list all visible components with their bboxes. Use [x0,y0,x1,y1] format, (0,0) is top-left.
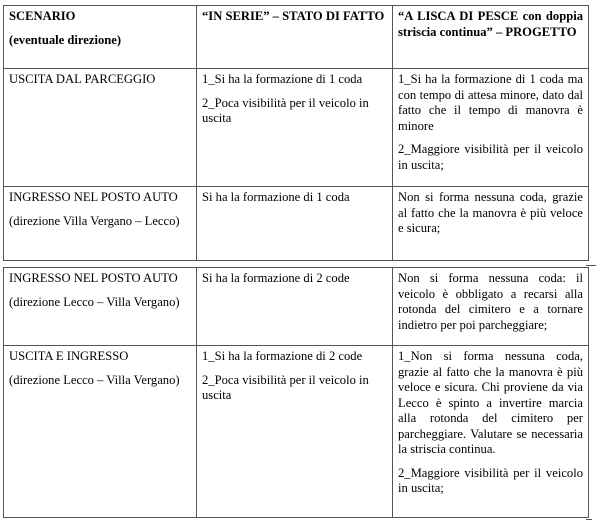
lisca-point: 1_Non si forma nessuna coda, grazie al fatto che la manovra è più veloce e sicura. Chi proviene da via Lecco è spinto a invertire marcia alla rotonda del cimitero per parcheggiare. Valutare se necessaria la striscia continua. [398,349,583,456]
table-row [4,69,589,187]
lisca-point: 2_Maggiore visibilità per il veicolo in uscita; [398,142,583,172]
scenario-label: INGRESSO NEL POSTO AUTO [9,190,178,204]
in-serie-point: 2_Poca visibilità per il veicolo in uscita [202,95,369,125]
table-row [4,187,589,261]
in-serie-point: 2_Poca visibilità per il veicolo in uscita [202,372,369,402]
header-lisca: “A LISCA DI PESCE con doppia striscia continua” – PROGETTO [393,6,589,69]
scenario-direction: (direzione Lecco – Villa Vergano) [9,372,180,387]
scenario-label: USCITA E INGRESSO [9,349,129,363]
in-serie-cell [197,268,393,346]
scenario-direction: (direzione Lecco – Villa Vergano) [9,294,180,309]
in-serie-text: Si ha la formazione di 1 coda [202,190,350,204]
in-serie-cell [197,187,393,261]
lisca-point: 2_Maggiore visibilità per il veicolo in uscita; [398,465,583,495]
scenario-cell [4,187,197,261]
table-separator-mark [586,265,596,266]
lisca-point: 1_Si ha la formazione di 1 coda ma con tempo di attesa minore, dato dal fatto che il tempo di manovra è minore [398,72,583,133]
table-end-mark [586,519,592,520]
header-in-serie: “IN SERIE” – STATO DI FATTO [197,6,393,69]
in-serie-cell [197,69,393,187]
in-serie-cell [197,346,393,518]
lisca-text: Non si forma nessuna coda: il veicolo è obbligato a recarsi alla rotonda del cimitero e a tornare indietro per poi parcheggiare; [398,271,583,332]
header-scenario-note: (eventuale direzione) [9,32,122,47]
scenario-label: USCITA DAL PARCEGGIO [9,72,156,86]
in-serie-point: 1_Si ha la formazione di 1 coda [202,72,363,86]
scenario-cell [4,346,197,518]
scenario-cell [4,69,197,187]
header-row [4,6,589,69]
lisca-cell [393,346,589,518]
header-scenario-cell [4,6,197,69]
comparison-table-bottom [3,267,589,518]
lisca-cell [393,69,589,187]
header-scenario: SCENARIO [9,9,76,23]
lisca-text: Non si forma nessuna coda, grazie al fatto che la manovra è più veloce e sicura; [398,190,583,235]
lisca-cell [393,187,589,261]
comparison-table-top [3,5,589,261]
scenario-cell [4,268,197,346]
table-row [4,268,589,346]
in-serie-point: 1_Si ha la formazione di 2 code [202,349,363,363]
scenario-direction: (direzione Villa Vergano – Lecco) [9,213,180,228]
lisca-cell [393,268,589,346]
in-serie-text: Si ha la formazione di 2 code [202,271,350,285]
table-row [4,346,589,518]
scenario-label: INGRESSO NEL POSTO AUTO [9,271,178,285]
